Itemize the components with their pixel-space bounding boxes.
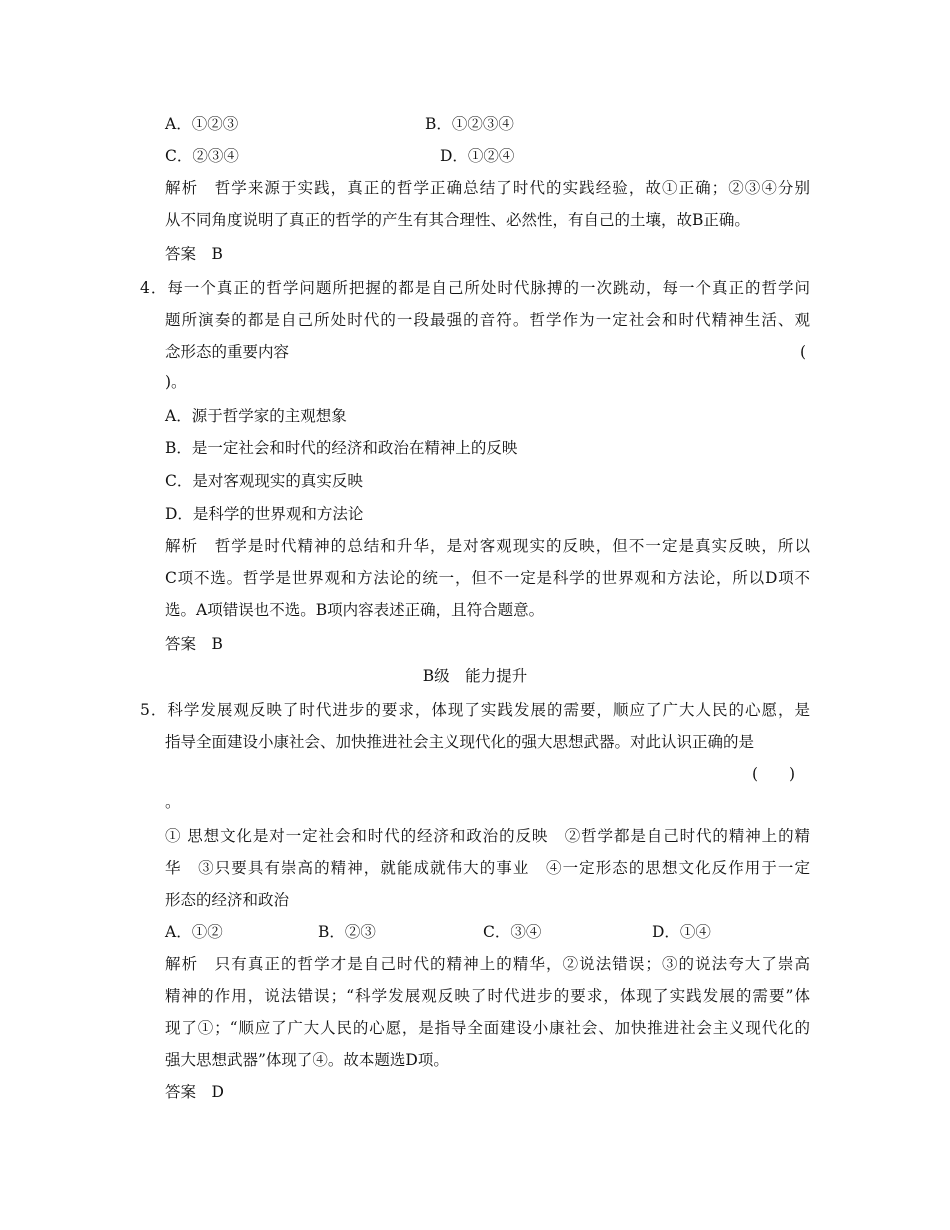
q4-answer: 答案 B bbox=[165, 635, 223, 653]
q4-stem-line: 题所演奏的都是自己所处时代的一段最强的音符。哲学作为一定社会和时代精神生活、观 bbox=[165, 311, 810, 329]
q3-analysis-line: 解析 哲学来源于实践，真正的哲学正确总结了时代的实践经验，故①正确；②③④分别 bbox=[165, 179, 810, 197]
q4-stem-line: 念形态的重要内容 bbox=[165, 343, 290, 361]
q3-answer: 答案 B bbox=[165, 245, 223, 263]
q5-option-c: C．③④ bbox=[483, 923, 542, 941]
q5-statement-line: 形态的经济和政治 bbox=[165, 891, 290, 909]
q5-option-b: B．②③ bbox=[318, 923, 376, 941]
q4-option-c: C．是对客观现实的真实反映 bbox=[165, 472, 363, 490]
q5-analysis-line: 精神的作用，说法错误；“科学发展观反映了时代进步的要求，体现了实践发展的需要”体 bbox=[165, 987, 810, 1005]
q4-analysis-line: 选。A项错误也不选。B项内容表述正确，且符合题意。 bbox=[165, 601, 545, 619]
q5-statement-line: 华 ③只要具有崇高的精神，就能成就伟大的事业 ④一定形态的思想文化反作用于一定 bbox=[165, 859, 810, 877]
q3-analysis-line: 从不同角度说明了真正的哲学的产生有其合理性、必然性，有自己的土壤，故B正确。 bbox=[165, 211, 750, 229]
q4-analysis-line: 解析 哲学是时代精神的总结和升华，是对客观现实的反映，但不一定是真实反映，所以 bbox=[165, 537, 810, 555]
section-heading: B级 能力提升 bbox=[422, 667, 528, 685]
q5-analysis-line: 强大思想武器”体现了④。故本题选D项。 bbox=[165, 1051, 449, 1069]
q5-analysis-line: 解析 只有真正的哲学才是自己时代的精神上的精华，②说法错误；③的说法夸大了崇高 bbox=[165, 955, 810, 973]
q5-stem-line: 5．科学发展观反映了时代进步的要求，体现了实践发展的需要，顺应了广大人民的心愿，是 bbox=[140, 701, 810, 719]
q4-option-b: B．是一定社会和时代的经济和政治在精神上的反映 bbox=[165, 439, 518, 457]
q5-statement-line: ① 思想文化是对一定社会和时代的经济和政治的反映 ②哲学都是自己时代的精神上的精 bbox=[165, 827, 810, 845]
q4-answer-paren-close: )。 bbox=[165, 373, 187, 391]
q3-option-c: C．②③④ bbox=[165, 147, 239, 165]
q5-analysis-line: 现了①；“顺应了广大人民的心愿，是指导全面建设小康社会、加快推进社会主义现代化的 bbox=[165, 1019, 810, 1037]
q5-stem-line: 指导全面建设小康社会、加快推进社会主义现代化的强大思想武器。对此认识正确的是 bbox=[165, 733, 755, 751]
q5-option-d: D．①④ bbox=[652, 923, 711, 941]
q5-answer-paren: ( ) bbox=[752, 765, 796, 783]
q3-option-d: D．①②④ bbox=[440, 147, 515, 165]
q4-option-d: D．是科学的世界观和方法论 bbox=[165, 505, 364, 523]
q5-period: 。 bbox=[165, 793, 181, 811]
q5-answer: 答案 D bbox=[165, 1083, 224, 1101]
q4-analysis-line: C项不选。哲学是世界观和方法论的统一，但不一定是科学的世界观和方法论，所以D项不 bbox=[165, 569, 810, 587]
q4-option-a: A．源于哲学家的主观想象 bbox=[165, 407, 347, 425]
q3-option-b: B．①②③④ bbox=[425, 115, 514, 133]
q4-stem-line: 4．每一个真正的哲学问题所把握的都是自己所处时代脉搏的一次跳动，每一个真正的哲学问 bbox=[140, 279, 810, 297]
q3-option-a: A．①②③ bbox=[165, 115, 239, 133]
q4-answer-paren-open: ( bbox=[800, 343, 807, 361]
q5-option-a: A．①② bbox=[165, 923, 223, 941]
